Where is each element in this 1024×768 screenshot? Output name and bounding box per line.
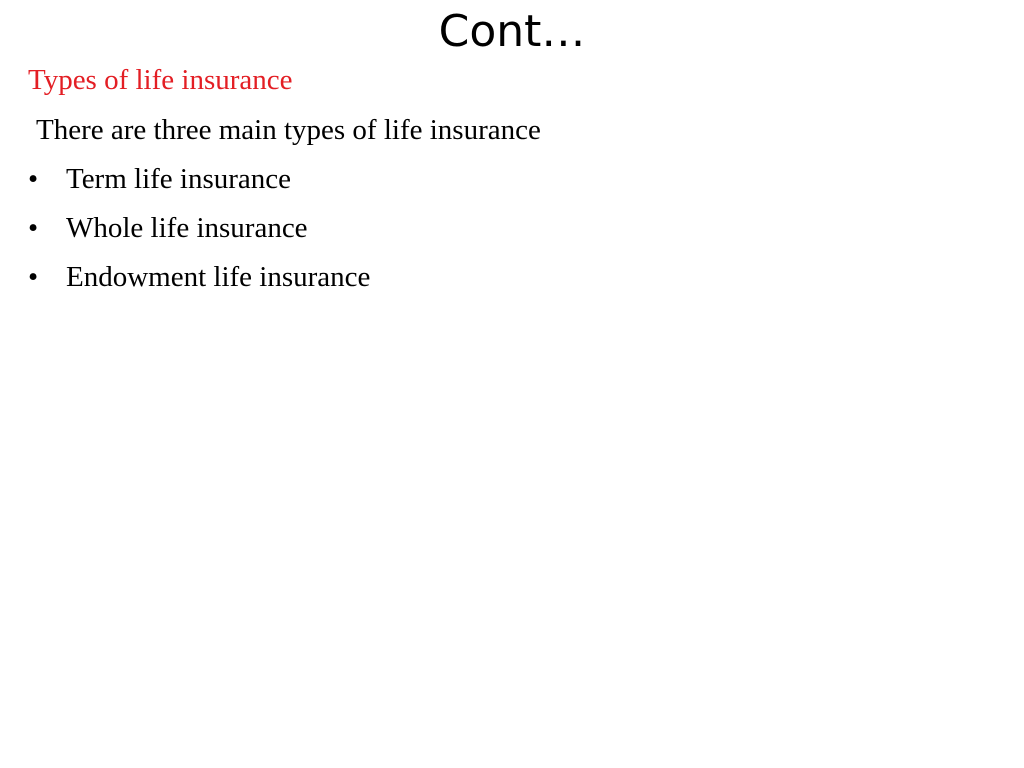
bullet-icon: • <box>28 212 39 244</box>
intro-text: There are three main types of life insurance <box>36 114 541 146</box>
bullet-icon: • <box>28 163 39 195</box>
bullet-text: Term life insurance <box>66 163 292 195</box>
list-item <box>28 206 988 255</box>
bullet-text: Whole life insurance <box>66 212 308 244</box>
list-item <box>28 255 988 304</box>
list-item <box>28 157 988 206</box>
bullet-text: Endowment life insurance <box>66 261 371 293</box>
bullet-icon: • <box>28 261 39 293</box>
slide-title: Cont… <box>438 6 586 57</box>
section-heading: Types of life insurance <box>28 64 293 96</box>
slide-body <box>28 58 988 304</box>
bullet-list <box>28 157 988 304</box>
